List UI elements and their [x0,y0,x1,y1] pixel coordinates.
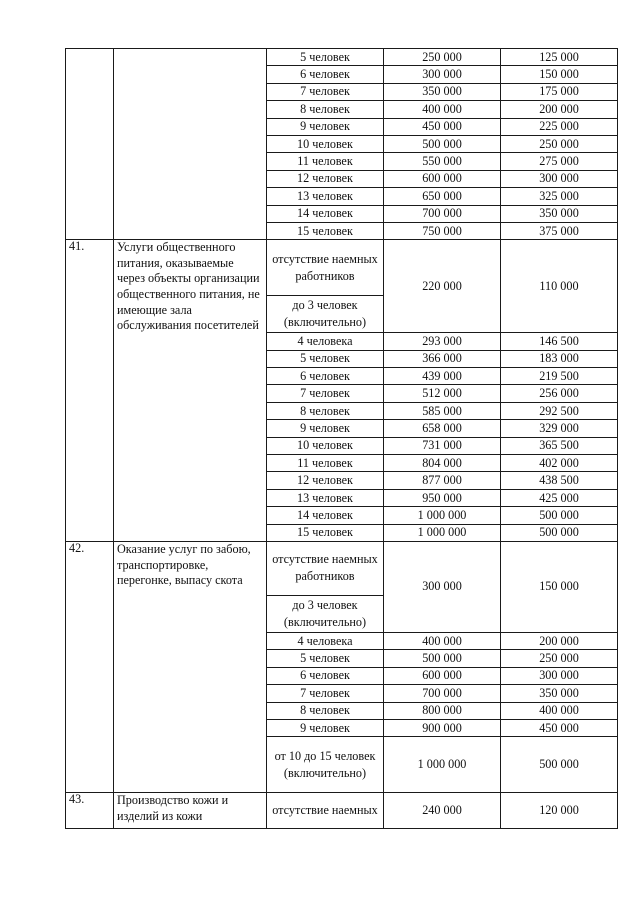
amount-half: 250 000 [501,650,618,667]
amount-full: 400 000 [384,101,501,118]
amount-full: 240 000 [384,793,501,829]
amount-half: 125 000 [501,49,618,66]
amount-half: 256 000 [501,385,618,402]
amount-full: 750 000 [384,222,501,239]
amount-full: 1 000 000 [384,507,501,524]
employee-count: 6 человек [267,66,384,83]
amount-full: 293 000 [384,333,501,350]
amount-full: 1 000 000 [384,737,501,793]
amount-full: 877 000 [384,472,501,489]
amount-half: 500 000 [501,524,618,541]
amount-full: 600 000 [384,667,501,684]
employee-count: 6 человек [267,667,384,684]
employee-count: до 3 человек (включительно) [267,296,384,333]
employee-count: 7 человек [267,685,384,702]
amount-half: 275 000 [501,153,618,170]
employee-count: 10 человек [267,135,384,152]
employee-count: 11 человек [267,153,384,170]
employee-count: до 3 человек (включительно) [267,595,384,632]
amount-half: 110 000 [501,240,618,333]
amount-full: 700 000 [384,205,501,222]
amount-half: 402 000 [501,455,618,472]
amount-full: 250 000 [384,49,501,66]
amount-half: 219 500 [501,368,618,385]
employee-count: 5 человек [267,650,384,667]
employee-count: 12 человек [267,472,384,489]
employee-count: 7 человек [267,385,384,402]
service-name: Оказание услуг по забою, транспортировке, перегонке, выпасу скота [114,541,267,792]
employee-count: 11 человек [267,455,384,472]
amount-full: 400 000 [384,632,501,649]
amount-half: 250 000 [501,135,618,152]
employee-count: 4 человека [267,632,384,649]
amount-full: 300 000 [384,66,501,83]
amount-half: 329 000 [501,420,618,437]
amount-half: 225 000 [501,118,618,135]
amount-half: 292 500 [501,402,618,419]
amount-full: 366 000 [384,350,501,367]
amount-full: 500 000 [384,650,501,667]
amount-full: 350 000 [384,83,501,100]
employee-count: 13 человек [267,489,384,506]
employee-count: 6 человек [267,368,384,385]
section-number: 41. [66,240,114,542]
employee-count: 14 человек [267,205,384,222]
amount-half: 300 000 [501,667,618,684]
amount-half: 450 000 [501,719,618,736]
amount-full: 700 000 [384,685,501,702]
employee-count: 15 человек [267,524,384,541]
employee-count: 9 человек [267,118,384,135]
amount-full: 585 000 [384,402,501,419]
amount-half: 365 500 [501,437,618,454]
table-row [66,49,618,66]
employee-count: отсутствие наемных [267,793,384,829]
tariff-table [65,48,618,829]
employee-count: 7 человек [267,83,384,100]
employee-count: 15 человек [267,222,384,239]
amount-full: 950 000 [384,489,501,506]
amount-full: 658 000 [384,420,501,437]
employee-count: 9 человек [267,719,384,736]
table-row [66,541,618,595]
employee-count: 8 человек [267,702,384,719]
amount-full: 439 000 [384,368,501,385]
section-number: 42. [66,541,114,792]
amount-half: 150 000 [501,541,618,632]
service-name: Услуги общественного питания, оказываемые через объекты организации общественного питания, не имеющие зала обслуживания посетителей [114,240,267,542]
service-name [114,49,267,240]
amount-full: 512 000 [384,385,501,402]
amount-half: 183 000 [501,350,618,367]
section-number [66,49,114,240]
amount-full: 804 000 [384,455,501,472]
amount-half: 175 000 [501,83,618,100]
employee-count: 8 человек [267,101,384,118]
employee-count: 5 человек [267,350,384,367]
amount-full: 800 000 [384,702,501,719]
amount-half: 350 000 [501,205,618,222]
employee-count: 12 человек [267,170,384,187]
employee-count: 14 человек [267,507,384,524]
amount-full: 300 000 [384,541,501,632]
employee-count: 9 человек [267,420,384,437]
amount-half: 500 000 [501,737,618,793]
table-row [66,240,618,296]
amount-half: 425 000 [501,489,618,506]
employee-count: 5 человек [267,49,384,66]
amount-full: 1 000 000 [384,524,501,541]
amount-full: 550 000 [384,153,501,170]
amount-full: 600 000 [384,170,501,187]
amount-half: 438 500 [501,472,618,489]
amount-full: 220 000 [384,240,501,333]
service-name: Производство кожи и изделий из кожи [114,793,267,829]
table-row [66,793,618,829]
amount-half: 146 500 [501,333,618,350]
amount-half: 120 000 [501,793,618,829]
employee-count: 4 человека [267,333,384,350]
amount-half: 350 000 [501,685,618,702]
amount-full: 500 000 [384,135,501,152]
employee-count: отсутствие наемных работников [267,541,384,595]
employee-count: 13 человек [267,188,384,205]
amount-half: 200 000 [501,632,618,649]
amount-half: 375 000 [501,222,618,239]
employee-count: 10 человек [267,437,384,454]
amount-half: 200 000 [501,101,618,118]
section-number: 43. [66,793,114,829]
employee-count: от 10 до 15 человек (включительно) [267,737,384,793]
amount-half: 300 000 [501,170,618,187]
amount-half: 500 000 [501,507,618,524]
amount-full: 900 000 [384,719,501,736]
amount-full: 450 000 [384,118,501,135]
employee-count: отсутствие наемных работников [267,240,384,296]
amount-half: 325 000 [501,188,618,205]
employee-count: 8 человек [267,402,384,419]
amount-full: 731 000 [384,437,501,454]
amount-half: 150 000 [501,66,618,83]
amount-half: 400 000 [501,702,618,719]
amount-full: 650 000 [384,188,501,205]
